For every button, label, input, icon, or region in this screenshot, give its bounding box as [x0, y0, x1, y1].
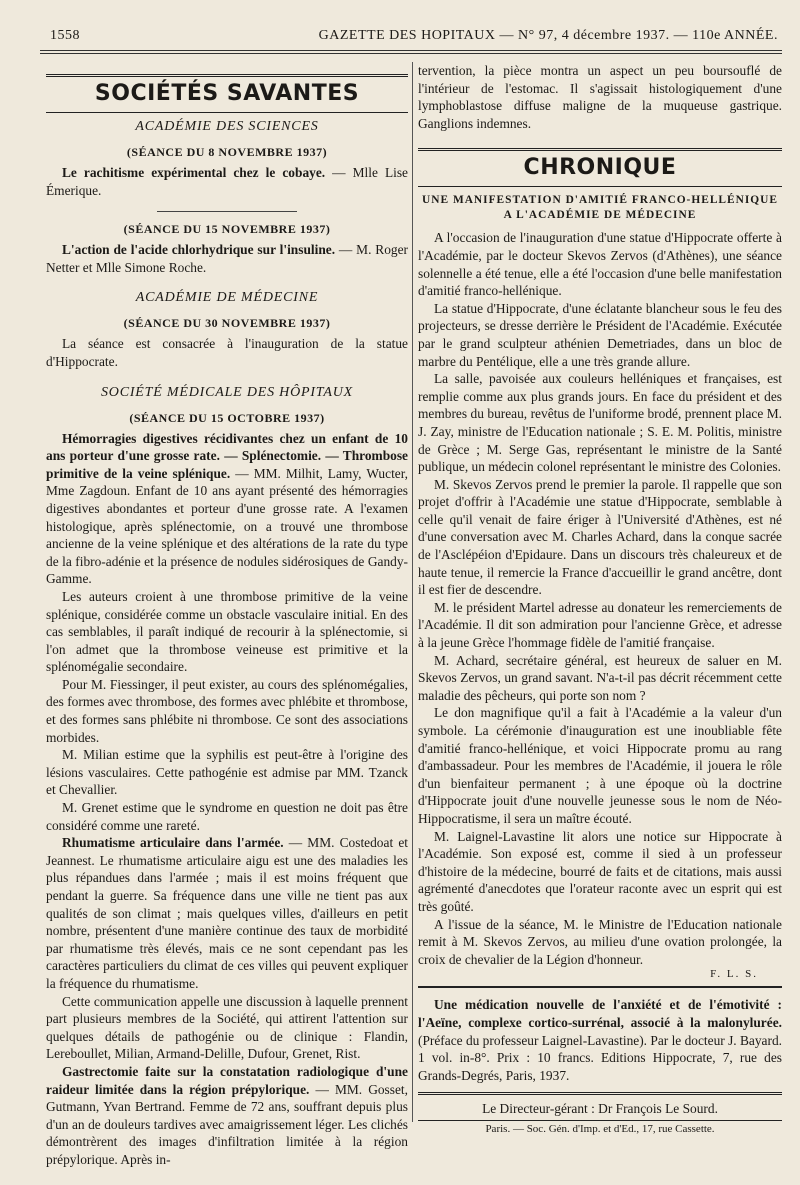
article-authors: — M. Roger Netter et Mlle Simone Roche.	[46, 242, 408, 275]
page-number: 1558	[50, 28, 80, 43]
header-rule	[40, 50, 782, 51]
paragraph: Pour M. Fiessinger, il peut exister, au cours des splénomégalies, des formes avec thrombose, des formes avec phlébite et thrombose, et des formes sans phlébite ni thrombose. Ce sont des associations morbides.	[46, 676, 408, 745]
seance-date: (SÉANCE DU 8 NOVEMBRE 1937)	[126, 145, 328, 159]
article-title: Hémorragies digestives récidivantes chez un enfant de 10 ans porteur d'une grosse rate. — Splénectomie. — Thrombose primitive de la veine splénique.	[46, 430, 408, 481]
directeur-gerant: Le Directeur-gérant : Dr François Le Sourd.	[482, 1101, 718, 1117]
article-title: L'action de l'acide chlorhydrique sur l'insuline.	[62, 242, 336, 258]
paragraph: Cette communication appelle une discussion à laquelle prennent part plusieurs membres de la Société, qui attirent l'attention sur quelques détails de pathogénie ou de clinique : Flandin, Lereboullet, Milian, Armand-Delille, Dufour, Grenet, Rist.	[46, 993, 408, 1062]
article-entry	[46, 241, 408, 276]
article-entry	[46, 834, 408, 992]
section-title: SOCIÉTÉS SAVANTES	[94, 81, 360, 106]
paragraph: Les auteurs croient à une thrombose primitive de la veine splénique, considérée comme un obstacle vasculaire initial. En des cas semblables, il paraît indiqué de recourir à la splénectomie, si l'on admet que la thrombose veineuse est primitive et la splénomégalie secondaire.	[46, 588, 408, 675]
article-title: Le rachitisme expérimental chez le cobaye.	[62, 165, 326, 180]
book-title: Une médication nouvelle de l'anxiété et de l'émotivité : l'Aeïne, complexe cortico-surrénal, associé à la malonylurée.	[418, 997, 782, 1030]
book-notice	[418, 986, 782, 1084]
article-body: — MM. Gosset, Gutmann, Yvan Bertrand. Femme de 72 ans, souffrant depuis plus d'un an de douleurs tardives avec amaigrissement léger. Les clichés démontrèrent des images d'infiltration limitée à la région prépylorique. Après in-	[46, 1081, 408, 1167]
article-authors: — Mlle Lise Émerique.	[46, 165, 408, 198]
paragraph: M. Milian estime que la syphilis est peut-être à l'origine des lésions vasculaires. Cette pathogénie est admise par MM. Tzanck et Chevallier.	[46, 747, 408, 798]
paragraph: Le don magnifique qu'il a fait à l'Académie a la valeur d'un symbole. La cérémonie d'inauguration est une inoubliable fête d'amitié franco-hellénique, et voici Hippocrate promu au rang d'ambassadeur. Pour les membres de l'Académie, il jouera le rôle d'un bienfaiteur permanent ; à une époque où la doctrine d'Hippocrate jouit d'une nouvelle jeunesse sous le nom de Néo-Hippocratisme, il sera un maître écouté.	[418, 705, 782, 826]
article-entry	[46, 1063, 408, 1169]
societe-heading: SOCIÉTÉ MÉDICALE DES HÔPITAUX	[101, 384, 353, 400]
article-title: Rhumatisme articulaire dans l'armée.	[62, 835, 284, 851]
article-entry	[46, 430, 408, 588]
seance-date: (SÉANCE DU 15 NOVEMBRE 1937)	[123, 222, 331, 237]
paragraph: M. Achard, secrétaire général, est heureux de saluer en M. Skevos Zervos, un grand savant. N'a-t-il pas décrit récemment cette maladie des pêcheurs, qui porte son nom ?	[418, 652, 782, 703]
paragraph: La statue d'Hippocrate, d'une éclatante blancheur sous le feu des projecteurs, se dresse derrière le Président de l'Académie. Exécutée par le grand sculpteur athénien Demetriades, dans un bloc de marbre du Pentélique, elle a une très grande allure.	[418, 300, 782, 369]
societes-title-box	[46, 74, 408, 113]
article-entry	[46, 164, 408, 199]
signature: F. L. S.	[710, 968, 758, 981]
article-title: Gastrectomie faite sur la constatation radiologique d'une raideur limitée dans la région prépylorique.	[46, 1063, 408, 1097]
left-column	[46, 62, 408, 1185]
paragraph: M. le président Martel adresse au donateur les remerciements de l'Académie. Il dit son admiration pour l'ancienne Grèce, et adresse à la jeune Grèce l'hommage fidèle de l'amitié française.	[418, 599, 782, 651]
right-column	[418, 62, 782, 1185]
running-header	[40, 26, 782, 48]
paragraph: M. Skevos Zervos prend le premier la parole. Il rappelle que son projet d'offrir à l'Académie une statue d'Hippocrate, semblable à celle qu'il venait de faire ériger à l'Université d'Athènes, est né d'une conversation avec M. Charles Achard, dans la conque sacrée de l'Asclépéion d'Epidaure. Dans un discours très chaleureux et de haute tenue, il remercie la France d'accueillir le grand ancêtre, dont il est fier de descendre.	[418, 476, 782, 598]
paragraph: M. Grenet estime que le syndrome en question ne doit pas être considéré comme une rareté.	[46, 800, 408, 833]
paragraph: M. Laignel-Lavastine lit alors une notice sur Hippocrate à l'Académie. Son exposé est, comme il sied à un professeur d'histoire de la médecine, bourré de faits et de citations, mais aussi agrémenté d'anecdotes que l'orateur raconte avec un esprit qui est très goûté.	[418, 828, 782, 914]
paragraph: A l'occasion de l'inauguration d'une statue d'Hippocrate offerte à l'Académie, par le docteur Skevos Zervos (d'Athènes), une séance solennelle a été tenue, elle a été l'occasion d'une belle manifestation d'amitié franco-hellénique.	[418, 230, 782, 299]
book-body: (Préface du professeur Laignel-Lavastine). Par le docteur J. Bayard. 1 vol. in-8°. Prix : 10 francs. Editions Hippocrate, 7, rue des Grands-Degrés, Paris, 1937.	[418, 1032, 782, 1083]
article-heading	[418, 193, 782, 223]
paragraph: A l'issue de la séance, M. le Ministre de l'Education nationale remit à M. Skevos Zervos, au milieu d'une ovation prolongée, la croix de chevalier de la Légion d'honneur.	[418, 916, 782, 967]
printer-line: Paris. — Soc. Gén. d'Imp. et d'Ed., 17, rue Cassette.	[485, 1123, 715, 1136]
paragraph-continuation: tervention, la pièce montra un aspect un peu boursouflé de l'intérieur de l'estomac. Il s'agissait histologiquement d'une lymphoblastose diffuse maligne de la muqueuse gastrique. Ganglions indemnes.	[418, 63, 782, 131]
article-heading-line: UNE MANIFESTATION D'AMITIÉ FRANCO-HELLÉNIQUE	[422, 194, 778, 207]
column-separator	[412, 62, 413, 1122]
header-rule-2	[40, 53, 782, 54]
article-heading-line: A L'ACADÉMIE DE MÉDECINE	[503, 209, 697, 222]
seance-date: (SÉANCE DU 15 OCTOBRE 1937)	[129, 410, 325, 425]
seance-date: (SÉANCE DU 30 NOVEMBRE 1937)	[123, 316, 331, 331]
article-body: — MM. Milhit, Lamy, Wucter, Mme Zagdoun. Enfant de 10 ans ayant présenté des hémorragies digestives abondantes et porteur d'une grosse rate. A l'examen histologique, après splénectomie, on a trouvé une thrombose ancienne de la veine splénique et des altérations de la rate du type de la fibro-adénie et la présence de nodules sidérosiques de Gandy-Gamme.	[46, 465, 408, 587]
paragraph: La séance est consacrée à l'inauguration de la statue d'Hippocrate.	[46, 336, 408, 369]
academy-medicine-heading: ACADÉMIE DE MÉDECINE	[135, 290, 319, 306]
academy-sciences-heading: ACADÉMIE DES SCIENCES	[135, 119, 319, 134]
footer-rule	[418, 1120, 782, 1121]
article-body: — MM. Costedoat et Jeannest. Le rhumatisme articulaire aigu est une des maladies les plus répandues dans l'armée ; mais il est moins fréquent que pendant la guerre. Sa fréquence dans une ville ne tient pas aux qualités de son climat ; mais quelques villes, d'ailleurs en petit nombre, présentent d'une manière continue des taux de morbidité par rhumatisme très élevés, mais ce ne sont cependant pas les caractères particuliers du climat de ces villes qui peuvent expliquer la fréquence du rhumatisme.	[46, 835, 408, 991]
divider	[157, 211, 297, 212]
chronique-title-box	[418, 148, 782, 187]
book-entry	[418, 996, 782, 1084]
footer-box	[418, 1092, 782, 1135]
chronique-title: CHRONIQUE	[523, 155, 677, 181]
paragraph: La salle, pavoisée aux couleurs helléniques et françaises, est remplie comme aux plus grands jours. En face du président et des membres du bureau, revêtus de l'uniforme brodé, prennent place M. J. Zay, ministre de l'Education nationale ; S. E. M. Politis, ministre de Grèce ; M. Serge Gas, représentant le ministre de la Santé publique, un médecin colonel représentant le ministre des Colonies.	[418, 371, 782, 475]
running-head: GAZETTE DES HOPITAUX — N° 97, 4 décembre 1937. — 110e ANNÉE.	[318, 28, 778, 43]
